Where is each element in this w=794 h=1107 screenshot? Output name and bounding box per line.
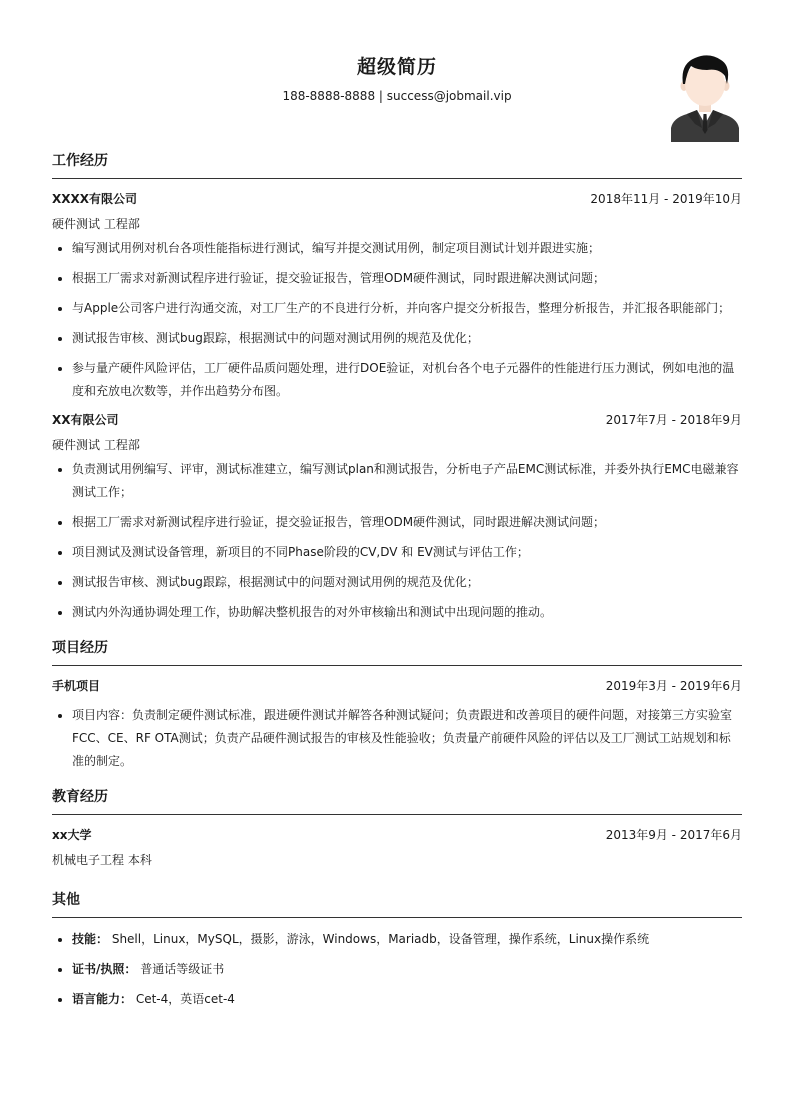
section-title: 其他: [52, 889, 742, 918]
section-title: 工作经历: [52, 150, 742, 179]
company-name: XX有限公司: [52, 413, 119, 427]
resume-header: [52, 0, 742, 150]
resume-name: 超级简历: [356, 56, 437, 78]
project-details: [52, 704, 742, 773]
contact-line: 188-8888-8888 | success@jobmail.vip: [282, 89, 512, 103]
item-value: Cet-4，英语cet-4: [132, 992, 235, 1006]
work-section: [52, 150, 742, 624]
item-label: 证书/执照：: [72, 962, 137, 976]
list-item: • 根据工厂需求对新测试程序进行验证，提交验证报告，管理ODM硬件测试，同时跟进解决测试问题；: [72, 511, 742, 534]
projects-section: [52, 637, 742, 773]
job-entry: [52, 410, 742, 624]
other-list: [52, 928, 742, 1011]
list-item: [72, 958, 742, 981]
major: 机械电子工程 本科: [52, 853, 152, 867]
job-entry: [52, 189, 742, 403]
project-name: 手机项目: [52, 679, 101, 693]
list-item: • 测试报告审核、测试bug跟踪，根据测试中的问题对测试用例的规范及优化；: [72, 327, 742, 350]
list-item: • 负责测试用例编写、评审，测试标准建立，编写测试plan和测试报告，分析电子产品EMC测试标准，并委外执行EMC电磁兼容测试工作；: [72, 458, 742, 504]
resume-page: [52, 0, 742, 1018]
date-range: 2018年11月 - 2019年10月: [590, 192, 742, 206]
school-name: xx大学: [52, 828, 92, 842]
date-range: 2013年9月 - 2017年6月: [605, 828, 742, 842]
other-section: [52, 889, 742, 1011]
list-item: [72, 928, 742, 951]
list-item: • 根据工厂需求对新测试程序进行验证，提交验证报告，管理ODM硬件测试，同时跟进解决测试问题；: [72, 267, 742, 290]
job-duties: [52, 237, 742, 403]
list-item: • 测试内外沟通协调处理工作，协助解决整机报告的对外审核输出和测试中出现问题的推动。: [72, 601, 742, 624]
list-item: [72, 988, 742, 1011]
item-label: 技能：: [72, 932, 109, 946]
company-name: XXXX有限公司: [52, 192, 138, 206]
section-title: 项目经历: [52, 637, 742, 666]
list-item: • 参与量产硬件风险评估，工厂硬件品质问题处理，进行DOE验证，对机台各个电子元器件的性能进行压力测试，例如电池的温度和充放电次数等，并作出趋势分布图。: [72, 357, 742, 403]
list-item: • 项目测试及测试设备管理，新项目的不同Phase阶段的CV,DV 和 EV测试与评估工作；: [72, 541, 742, 564]
avatar: [669, 54, 741, 142]
item-value: Shell，Linux，MySQL，摄影，游泳，Windows，Mariadb，设备管理，操作系统，Linux操作系统: [108, 932, 650, 946]
job-role: 硬件测试 工程部: [52, 217, 140, 231]
job-duties: [52, 458, 742, 624]
date-range: 2019年3月 - 2019年6月: [605, 679, 742, 693]
list-item: • 与Apple公司客户进行沟通交流，对工厂生产的不良进行分析，并向客户提交分析报告，整理分析报告，并汇报各职能部门；: [72, 297, 742, 320]
job-role: 硬件测试 工程部: [52, 438, 140, 452]
date-range: 2017年7月 - 2018年9月: [605, 413, 742, 427]
list-item: • 测试报告审核、测试bug跟踪，根据测试中的问题对测试用例的规范及优化；: [72, 571, 742, 594]
item-value: 普通话等级证书: [136, 962, 225, 976]
section-title: 教育经历: [52, 786, 742, 815]
list-item: • 编写测试用例对机台各项性能指标进行测试，编写并提交测试用例，制定项目测试计划并跟进实施；: [72, 237, 742, 260]
education-section: [52, 786, 742, 871]
list-item: • 项目内容：负责制定硬件测试标准，跟进硬件测试并解答各种测试疑问；负责跟进和改善项目的硬件问题，对接第三方实验室FCC、CE、RF OTA测试；负责产品硬件测试报告的审核及性能验收；负责量产前硬件风险的评估以及工厂测试工站规划和标准的制定。: [72, 704, 742, 773]
item-label: 语言能力：: [72, 992, 133, 1006]
